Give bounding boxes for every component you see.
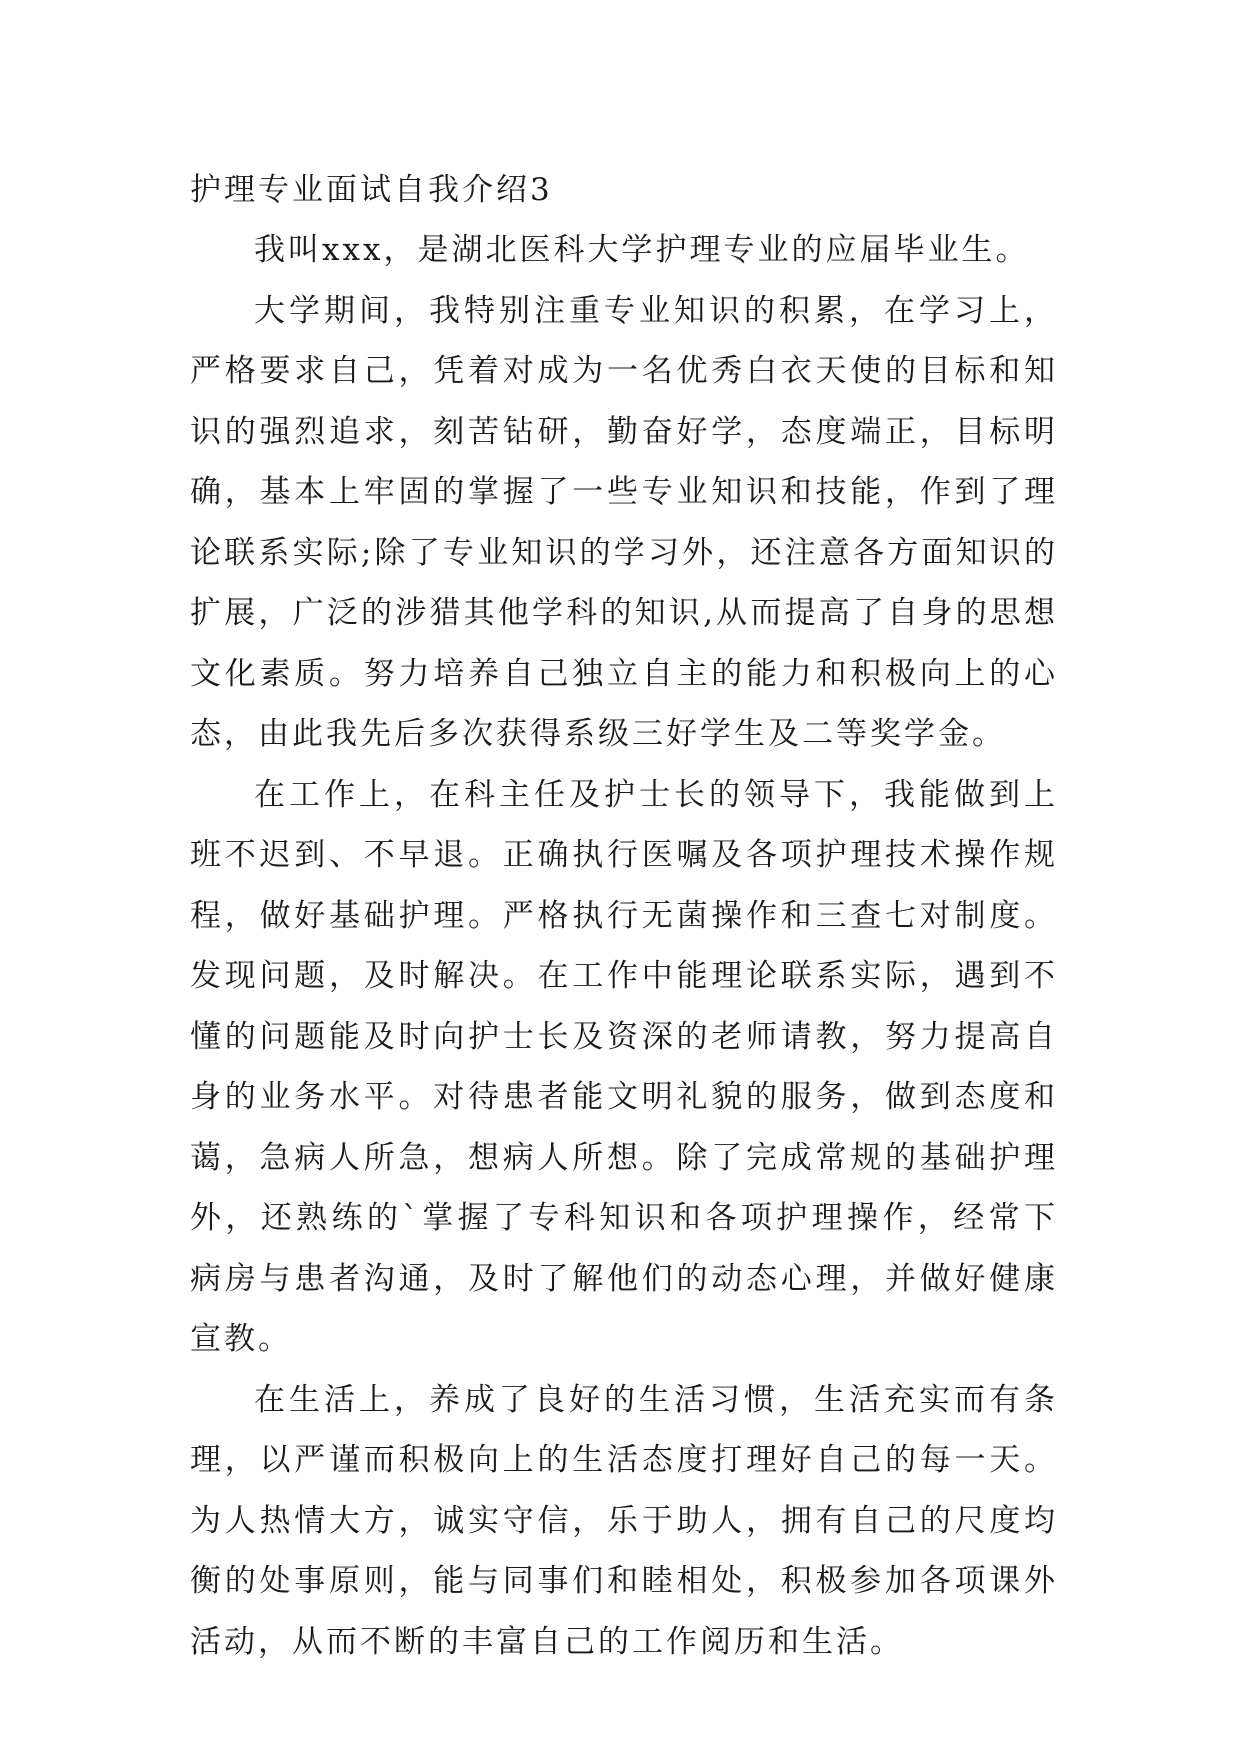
paragraph-work: 在工作上，在科主任及护士长的领导下，我能做到上班不迟到、不早退。正确执行医嘱及各项护理技术操作规程，做好基础护理。严格执行无菌操作和三查七对制度。发现问题，及时解决。在工作中能理论联系实际，遇到不懂的问题能及时向护士长及资深的老师请教，努力提高自身的业务水平。对待患者能文明礼貌的服务，做到态度和蔼，急病人所急，想病人所想。除了完成常规的基础护理外，还熟练的`掌握了专科知识和各项护理操作，经常下病房与患者沟通，及时了解他们的动态心理，并做好健康宣教。 — [190, 776, 1058, 1357]
document-body — [190, 162, 1058, 1672]
paragraph-intro: 我叫xxx，是湖北医科大学护理专业的应届毕业生。 — [254, 232, 1030, 268]
document-title: 护理专业面试自我介绍3 — [190, 172, 553, 208]
paragraph-university: 大学期间，我特别注重专业知识的积累，在学习上，严格要求自己，凭着对成为一名优秀白衣天使的目标和知识的强烈追求，刻苦钻研，勤奋好学，态度端正，目标明确，基本上牢固的掌握了一些专业知识和技能，作到了理论联系实际;除了专业知识的学习外，还注意各方面知识的扩展，广泛的涉猎其他学科的知识,从而提高了自身的思想文化素质。努力培养自己独立自主的能力和积极向上的心态，由此我先后多次获得系级三好学生及二等奖学金。 — [190, 292, 1058, 752]
paragraph-life: 在生活上，养成了良好的生活习惯，生活充实而有条理，以严谨而积极向上的生活态度打理好自己的每一天。为人热情大方，诚实守信，乐于助人，拥有自己的尺度均衡的处事原则，能与同事们和睦相处，积极参加各项课外活动，从而不断的丰富自己的工作阅历和生活。 — [190, 1381, 1058, 1660]
